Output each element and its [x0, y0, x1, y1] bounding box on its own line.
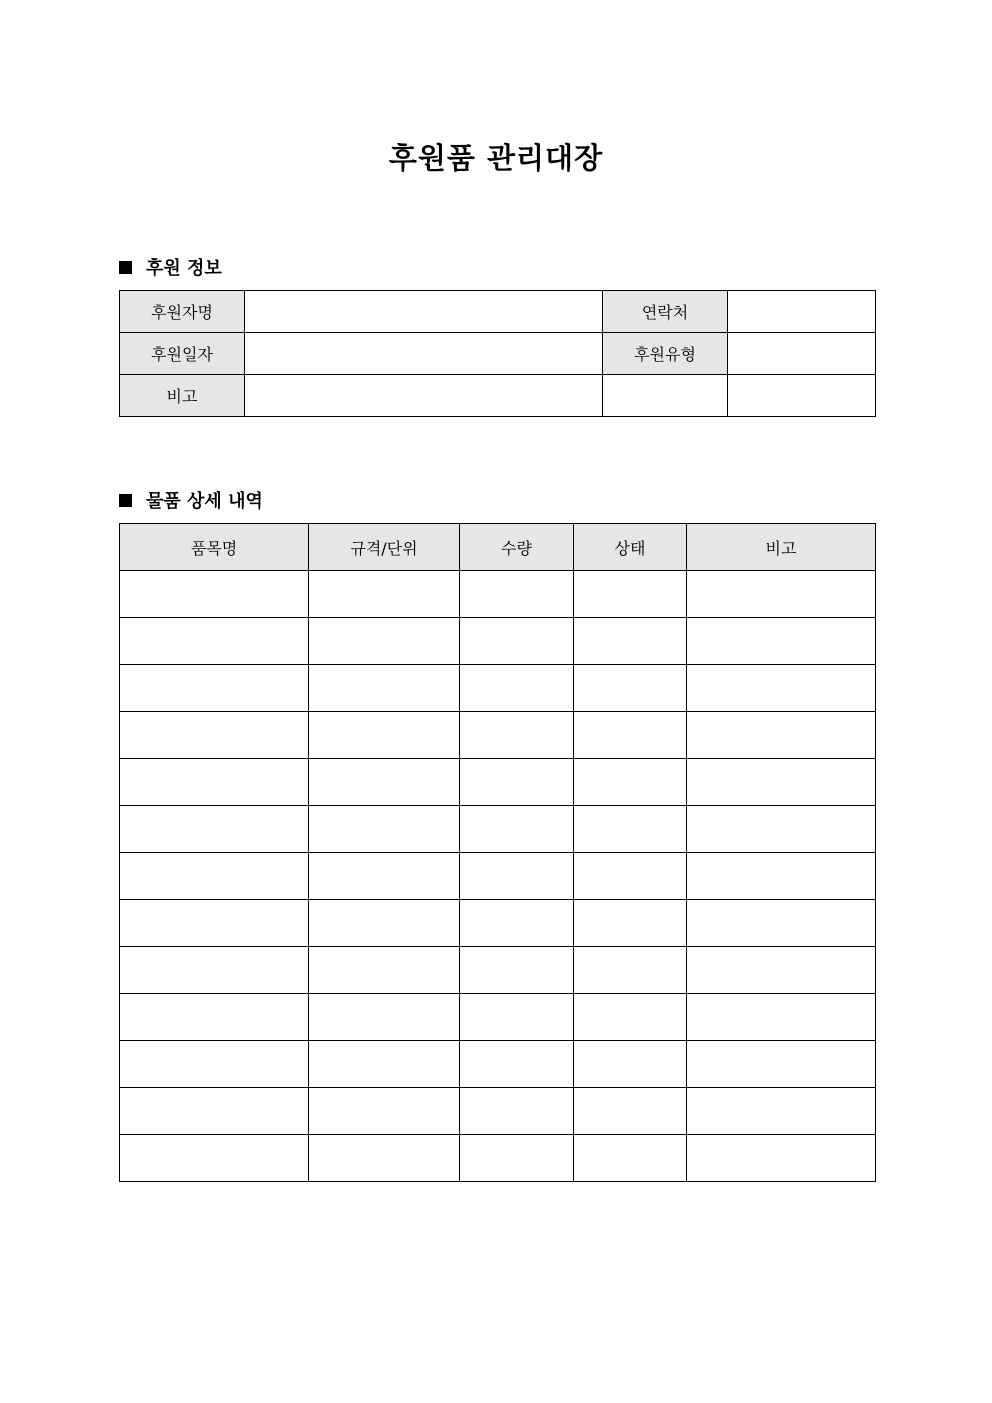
quantity-cell[interactable] — [460, 618, 574, 665]
blank-cell[interactable] — [603, 375, 728, 417]
remarks-cell[interactable] — [687, 947, 876, 994]
quantity-cell[interactable] — [460, 1041, 574, 1088]
quantity-cell[interactable] — [460, 994, 574, 1041]
item-name-cell[interactable] — [120, 806, 309, 853]
item-name-cell[interactable] — [120, 665, 309, 712]
table-row — [120, 1041, 876, 1088]
square-bullet-icon — [119, 261, 132, 274]
sponsor-info-table — [119, 290, 876, 417]
remarks-cell[interactable] — [687, 712, 876, 759]
sponsor-name-label: 후원자명 — [120, 291, 245, 333]
remarks-cell[interactable] — [687, 853, 876, 900]
table-row — [120, 947, 876, 994]
remarks-cell[interactable] — [687, 994, 876, 1041]
blank-cell[interactable] — [728, 375, 876, 417]
item-name-cell[interactable] — [120, 994, 309, 1041]
sponsor-info-heading — [119, 254, 222, 280]
item-name-cell[interactable] — [120, 712, 309, 759]
item-name-cell[interactable] — [120, 571, 309, 618]
contact-field[interactable] — [728, 291, 876, 333]
condition-cell[interactable] — [574, 571, 687, 618]
table-header-row — [120, 524, 876, 571]
quantity-cell[interactable] — [460, 806, 574, 853]
sponsor-type-label: 후원유형 — [603, 333, 728, 375]
condition-cell[interactable] — [574, 947, 687, 994]
column-header-quantity: 수량 — [460, 524, 574, 571]
spec-unit-cell[interactable] — [309, 1041, 460, 1088]
remarks-cell[interactable] — [687, 665, 876, 712]
column-header-item-name: 품목명 — [120, 524, 309, 571]
table-row — [120, 291, 876, 333]
quantity-cell[interactable] — [460, 712, 574, 759]
remarks-label: 비고 — [120, 375, 245, 417]
spec-unit-cell[interactable] — [309, 994, 460, 1041]
remarks-cell[interactable] — [687, 1088, 876, 1135]
sponsor-date-field[interactable] — [245, 333, 603, 375]
item-rows — [120, 571, 876, 1182]
quantity-cell[interactable] — [460, 665, 574, 712]
quantity-cell[interactable] — [460, 900, 574, 947]
table-row — [120, 712, 876, 759]
spec-unit-cell[interactable] — [309, 571, 460, 618]
sponsor-info-heading-label: 후원 정보 — [146, 258, 222, 279]
column-header-spec-unit: 규격/단위 — [309, 524, 460, 571]
table-row — [120, 994, 876, 1041]
remarks-cell[interactable] — [687, 1135, 876, 1182]
spec-unit-cell[interactable] — [309, 618, 460, 665]
sponsor-date-label: 후원일자 — [120, 333, 245, 375]
sponsor-name-field[interactable] — [245, 291, 603, 333]
item-name-cell[interactable] — [120, 1135, 309, 1182]
quantity-cell[interactable] — [460, 947, 574, 994]
item-details-heading — [119, 487, 263, 513]
quantity-cell[interactable] — [460, 1088, 574, 1135]
table-row — [120, 1135, 876, 1182]
remarks-cell[interactable] — [687, 759, 876, 806]
spec-unit-cell[interactable] — [309, 759, 460, 806]
table-row — [120, 375, 876, 417]
remarks-field[interactable] — [245, 375, 603, 417]
condition-cell[interactable] — [574, 900, 687, 947]
condition-cell[interactable] — [574, 1135, 687, 1182]
item-name-cell[interactable] — [120, 1041, 309, 1088]
table-row — [120, 900, 876, 947]
condition-cell[interactable] — [574, 853, 687, 900]
item-details-table — [119, 523, 876, 1182]
remarks-cell[interactable] — [687, 571, 876, 618]
remarks-cell[interactable] — [687, 806, 876, 853]
condition-cell[interactable] — [574, 1088, 687, 1135]
page-title: 후원품 관리대장 — [388, 141, 604, 175]
table-row — [120, 571, 876, 618]
spec-unit-cell[interactable] — [309, 1088, 460, 1135]
sponsor-type-field[interactable] — [728, 333, 876, 375]
table-row — [120, 665, 876, 712]
quantity-cell[interactable] — [460, 1135, 574, 1182]
table-row — [120, 853, 876, 900]
spec-unit-cell[interactable] — [309, 853, 460, 900]
quantity-cell[interactable] — [460, 759, 574, 806]
item-name-cell[interactable] — [120, 947, 309, 994]
condition-cell[interactable] — [574, 665, 687, 712]
remarks-cell[interactable] — [687, 900, 876, 947]
spec-unit-cell[interactable] — [309, 712, 460, 759]
spec-unit-cell[interactable] — [309, 947, 460, 994]
contact-label: 연락처 — [603, 291, 728, 333]
item-details-heading-label: 물품 상세 내역 — [146, 491, 263, 512]
spec-unit-cell[interactable] — [309, 900, 460, 947]
item-name-cell[interactable] — [120, 900, 309, 947]
item-name-cell[interactable] — [120, 618, 309, 665]
condition-cell[interactable] — [574, 994, 687, 1041]
spec-unit-cell[interactable] — [309, 1135, 460, 1182]
item-name-cell[interactable] — [120, 759, 309, 806]
table-row — [120, 759, 876, 806]
quantity-cell[interactable] — [460, 853, 574, 900]
table-row — [120, 618, 876, 665]
item-name-cell[interactable] — [120, 1088, 309, 1135]
condition-cell[interactable] — [574, 1041, 687, 1088]
remarks-cell[interactable] — [687, 1041, 876, 1088]
table-row — [120, 1088, 876, 1135]
condition-cell[interactable] — [574, 759, 687, 806]
remarks-cell[interactable] — [687, 618, 876, 665]
condition-cell[interactable] — [574, 806, 687, 853]
table-row — [120, 806, 876, 853]
quantity-cell[interactable] — [460, 571, 574, 618]
condition-cell[interactable] — [574, 618, 687, 665]
column-header-condition: 상태 — [574, 524, 687, 571]
condition-cell[interactable] — [574, 712, 687, 759]
spec-unit-cell[interactable] — [309, 665, 460, 712]
spec-unit-cell[interactable] — [309, 806, 460, 853]
item-name-cell[interactable] — [120, 853, 309, 900]
square-bullet-icon — [119, 494, 132, 507]
column-header-remarks: 비고 — [687, 524, 876, 571]
table-row — [120, 333, 876, 375]
